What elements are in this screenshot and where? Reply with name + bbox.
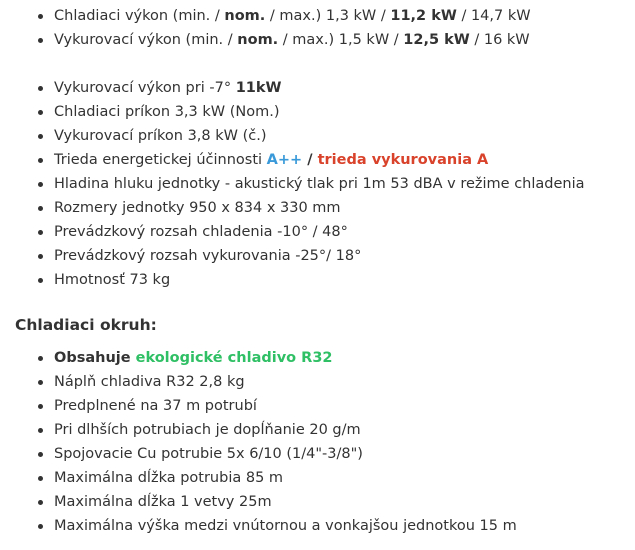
refrigerant-value: ekologické chladivo R32 [135,350,333,366]
energy-separator: / [302,152,318,168]
list-item-heating-input: Vykurovací príkon 3,8 kW (č.) [0,124,585,148]
list-item-max-branch: Maximálna dĺžka 1 vetvy 25m [0,490,517,514]
list-item-refrigerant [0,346,517,370]
list-item-weight: Hmotnosť 73 kg [0,268,585,292]
list-item-cooling-capacity [0,4,531,28]
cooling-nom: nom. [224,8,266,24]
energy-prefix: Trieda energetickej účinnosti [54,152,267,168]
list-item-energy-class [0,148,585,172]
list-item-dimensions: Rozmery jednotky 950 x 834 x 330 mm [0,196,585,220]
heating-suffix: / 16 kW [469,32,530,48]
heating-minus7-prefix: Vykurovací výkon pri -7° [54,80,236,96]
heating-value: 12,5 kW [403,32,470,48]
list-item-refill: Pri dlhších potrubiach je dopĺňanie 20 g/m [0,418,517,442]
list-item-heating-range: Prevádzkový rozsah vykurovania -25°/ 18° [0,244,585,268]
list-item-cooling-range: Prevádzkový rozsah chladenia -10° / 48° [0,220,585,244]
contains-label: Obsahuje [54,350,136,366]
capacity-list [0,4,531,52]
list-item-heating-minus7 [0,76,585,100]
list-item-heating-capacity [0,28,531,52]
heating-class-badge: trieda vykurovania A [317,152,489,168]
list-item-noise: Hladina hluku jednotky - akustický tlak pri 1m 53 dBA v režime chladenia [0,172,585,196]
list-item-max-height: Maximálna výška medzi vnútornou a vonkajšou jednotkou 15 m [0,514,517,538]
circuit-list [0,346,517,538]
cooling-suffix: / 14,7 kW [456,8,531,24]
cooling-prefix: Chladiaci výkon (min. / [54,8,225,24]
list-item-max-pipe: Maximálna dĺžka potrubia 85 m [0,466,517,490]
cooling-value: 11,2 kW [390,8,457,24]
heating-minus7-value: 11kW [235,80,282,96]
section-heading-circuit: Chladiaci okruh: [15,316,157,334]
list-item-connections: Spojovacie Cu potrubie 5x 6/10 (1/4"-3/8") [0,442,517,466]
cooling-mid: / max.) 1,3 kW / [265,8,391,24]
heating-nom: nom. [237,32,279,48]
specs-list [0,76,585,292]
list-item-cooling-input: Chladiaci príkon 3,3 kW (Nom.) [0,100,585,124]
list-item-prefilled: Predplnené na 37 m potrubí [0,394,517,418]
heating-mid: / max.) 1,5 kW / [278,32,404,48]
list-item-charge: Náplň chladiva R32 2,8 kg [0,370,517,394]
heating-prefix: Vykurovací výkon (min. / [54,32,238,48]
energy-class-badge: A++ [266,152,303,168]
